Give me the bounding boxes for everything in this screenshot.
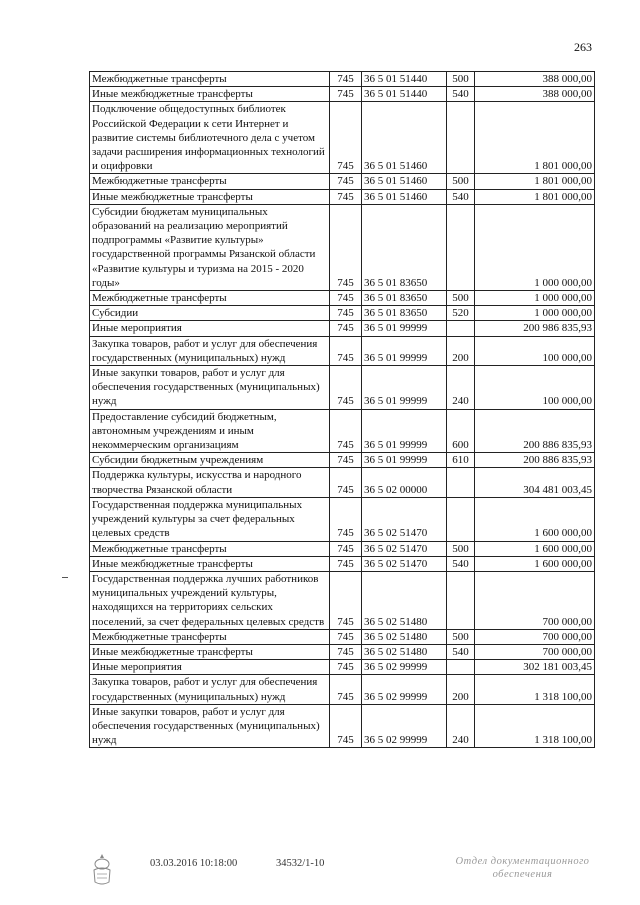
table-row bbox=[90, 453, 595, 468]
row-sum: 1 000 000,00 bbox=[475, 306, 595, 321]
row-name: Подключение общедоступных библиотек Российской Федерации к сети Интернет и развитие системы библиотечного дела с учетом задачи расширения информационных технологий и оцифровки bbox=[90, 102, 330, 174]
row-vr bbox=[447, 468, 475, 497]
row-vr: 500 bbox=[447, 174, 475, 189]
row-ved: 745 bbox=[330, 291, 362, 306]
row-sum: 700 000,00 bbox=[475, 571, 595, 629]
row-sum: 200 986 835,93 bbox=[475, 321, 595, 336]
row-sum: 1 600 000,00 bbox=[475, 541, 595, 556]
row-vr: 540 bbox=[447, 87, 475, 102]
row-csr: 36 5 02 00000 bbox=[362, 468, 447, 497]
row-ved: 745 bbox=[330, 87, 362, 102]
row-csr: 36 5 01 83650 bbox=[362, 204, 447, 290]
table-row bbox=[90, 336, 595, 365]
row-sum: 200 886 835,93 bbox=[475, 409, 595, 453]
table-row bbox=[90, 409, 595, 453]
row-sum: 388 000,00 bbox=[475, 72, 595, 87]
row-ved: 745 bbox=[330, 72, 362, 87]
row-csr: 36 5 01 51440 bbox=[362, 87, 447, 102]
table-row bbox=[90, 675, 595, 704]
row-vr: 610 bbox=[447, 453, 475, 468]
row-name: Иные закупки товаров, работ и услуг для обеспечения государственных (муниципальных) нужд bbox=[90, 366, 330, 410]
row-name: Межбюджетные трансферты bbox=[90, 174, 330, 189]
row-sum: 1 801 000,00 bbox=[475, 189, 595, 204]
row-sum: 1 801 000,00 bbox=[475, 174, 595, 189]
row-vr: 500 bbox=[447, 629, 475, 644]
row-vr bbox=[447, 204, 475, 290]
row-ved: 745 bbox=[330, 660, 362, 675]
row-sum: 302 181 003,45 bbox=[475, 660, 595, 675]
row-name: Межбюджетные трансферты bbox=[90, 629, 330, 644]
table-row bbox=[90, 571, 595, 629]
row-ved: 745 bbox=[330, 629, 362, 644]
row-csr: 36 5 01 83650 bbox=[362, 306, 447, 321]
row-name: Межбюджетные трансферты bbox=[90, 72, 330, 87]
table-row bbox=[90, 72, 595, 87]
row-vr: 200 bbox=[447, 336, 475, 365]
row-ved: 745 bbox=[330, 704, 362, 748]
stamp-line-2: обеспечения bbox=[492, 869, 553, 880]
table-row bbox=[90, 291, 595, 306]
row-ved: 745 bbox=[330, 453, 362, 468]
row-csr: 36 5 01 99999 bbox=[362, 366, 447, 410]
table-row bbox=[90, 204, 595, 290]
row-csr: 36 5 02 99999 bbox=[362, 675, 447, 704]
row-name: Иные межбюджетные трансферты bbox=[90, 87, 330, 102]
table-row bbox=[90, 541, 595, 556]
row-csr: 36 5 01 51460 bbox=[362, 174, 447, 189]
row-csr: 36 5 01 99999 bbox=[362, 321, 447, 336]
row-ved: 745 bbox=[330, 366, 362, 410]
department-stamp bbox=[440, 855, 605, 881]
row-vr bbox=[447, 571, 475, 629]
row-name: Поддержка культуры, искусства и народного творчества Рязанской области bbox=[90, 468, 330, 497]
page-number: 263 bbox=[574, 40, 592, 54]
row-csr: 36 5 02 51480 bbox=[362, 571, 447, 629]
row-csr: 36 5 01 99999 bbox=[362, 336, 447, 365]
row-name: Иные межбюджетные трансферты bbox=[90, 189, 330, 204]
row-csr: 36 5 02 51470 bbox=[362, 497, 447, 541]
table-row bbox=[90, 644, 595, 659]
row-sum: 1 000 000,00 bbox=[475, 204, 595, 290]
row-ved: 745 bbox=[330, 571, 362, 629]
row-csr: 36 5 02 51470 bbox=[362, 541, 447, 556]
table-row bbox=[90, 366, 595, 410]
row-vr: 240 bbox=[447, 366, 475, 410]
table-row bbox=[90, 704, 595, 748]
row-name: Субсидии бюджетным учреждениям bbox=[90, 453, 330, 468]
emblem-icon bbox=[89, 852, 115, 888]
row-sum: 100 000,00 bbox=[475, 366, 595, 410]
row-name: Субсидии bbox=[90, 306, 330, 321]
budget-table bbox=[89, 71, 595, 748]
row-name: Предоставление субсидий бюджетным, автономным учреждениям и иным некоммерческим организациям bbox=[90, 409, 330, 453]
row-name: Государственная поддержка лучших работников муниципальных учреждений культуры, находящихся на территориях сельских поселений, за счет федеральных целевых средств bbox=[90, 571, 330, 629]
row-sum: 1 318 100,00 bbox=[475, 704, 595, 748]
row-ved: 745 bbox=[330, 102, 362, 174]
row-sum: 1 801 000,00 bbox=[475, 102, 595, 174]
row-ved: 745 bbox=[330, 541, 362, 556]
row-name: Иные мероприятия bbox=[90, 660, 330, 675]
row-vr bbox=[447, 497, 475, 541]
row-sum: 100 000,00 bbox=[475, 336, 595, 365]
row-csr: 36 5 02 51480 bbox=[362, 629, 447, 644]
row-csr: 36 5 01 51460 bbox=[362, 189, 447, 204]
row-ved: 745 bbox=[330, 497, 362, 541]
row-ved: 745 bbox=[330, 321, 362, 336]
row-sum: 304 481 003,45 bbox=[475, 468, 595, 497]
row-ved: 745 bbox=[330, 189, 362, 204]
row-vr: 540 bbox=[447, 556, 475, 571]
row-ved: 745 bbox=[330, 336, 362, 365]
table-row bbox=[90, 660, 595, 675]
row-name: Субсидии бюджетам муниципальных образований на реализацию мероприятий подпрограммы «Развитие культуры» государственной программы Рязанской области «Развитие культуры и туризма на 2015 - 2020 годы» bbox=[90, 204, 330, 290]
row-sum: 388 000,00 bbox=[475, 87, 595, 102]
row-ved: 745 bbox=[330, 644, 362, 659]
row-sum: 700 000,00 bbox=[475, 644, 595, 659]
row-ved: 745 bbox=[330, 174, 362, 189]
row-name: Межбюджетные трансферты bbox=[90, 541, 330, 556]
row-name: Межбюджетные трансферты bbox=[90, 291, 330, 306]
row-sum: 1 318 100,00 bbox=[475, 675, 595, 704]
row-vr: 500 bbox=[447, 291, 475, 306]
row-vr: 600 bbox=[447, 409, 475, 453]
row-ved: 745 bbox=[330, 468, 362, 497]
row-sum: 700 000,00 bbox=[475, 629, 595, 644]
row-name: Иные закупки товаров, работ и услуг для обеспечения государственных (муниципальных) нужд bbox=[90, 704, 330, 748]
row-csr: 36 5 01 99999 bbox=[362, 409, 447, 453]
row-name: Закупка товаров, работ и услуг для обеспечения государственных (муниципальных) нужд bbox=[90, 336, 330, 365]
budget-table-body bbox=[90, 72, 595, 748]
table-row bbox=[90, 174, 595, 189]
footer-date: 03.03.2016 10:18:00 bbox=[150, 858, 238, 869]
margin-mark bbox=[62, 577, 68, 578]
footer-doc-number: 34532/1-10 bbox=[276, 858, 325, 869]
row-name: Государственная поддержка муниципальных учреждений культуры за счет федеральных целевых средств bbox=[90, 497, 330, 541]
row-vr: 500 bbox=[447, 72, 475, 87]
row-vr: 540 bbox=[447, 189, 475, 204]
row-sum: 200 886 835,93 bbox=[475, 453, 595, 468]
row-vr: 520 bbox=[447, 306, 475, 321]
row-ved: 745 bbox=[330, 306, 362, 321]
table-row bbox=[90, 468, 595, 497]
table-row bbox=[90, 629, 595, 644]
row-vr: 240 bbox=[447, 704, 475, 748]
table-row bbox=[90, 556, 595, 571]
row-sum: 1 000 000,00 bbox=[475, 291, 595, 306]
row-vr bbox=[447, 660, 475, 675]
row-ved: 745 bbox=[330, 204, 362, 290]
row-csr: 36 5 02 99999 bbox=[362, 704, 447, 748]
stamp-line-1: Отдел документационного bbox=[455, 856, 590, 867]
row-sum: 1 600 000,00 bbox=[475, 497, 595, 541]
row-vr bbox=[447, 102, 475, 174]
row-ved: 745 bbox=[330, 409, 362, 453]
row-ved: 745 bbox=[330, 675, 362, 704]
row-csr: 36 5 01 51440 bbox=[362, 72, 447, 87]
table-row bbox=[90, 497, 595, 541]
row-vr bbox=[447, 321, 475, 336]
table-row bbox=[90, 189, 595, 204]
table-row bbox=[90, 306, 595, 321]
row-csr: 36 5 02 51470 bbox=[362, 556, 447, 571]
row-csr: 36 5 01 99999 bbox=[362, 453, 447, 468]
row-vr: 200 bbox=[447, 675, 475, 704]
row-name: Иные межбюджетные трансферты bbox=[90, 644, 330, 659]
table-row bbox=[90, 102, 595, 174]
row-sum: 1 600 000,00 bbox=[475, 556, 595, 571]
row-vr: 500 bbox=[447, 541, 475, 556]
row-name: Закупка товаров, работ и услуг для обеспечения государственных (муниципальных) нужд bbox=[90, 675, 330, 704]
row-csr: 36 5 01 83650 bbox=[362, 291, 447, 306]
row-csr: 36 5 01 51460 bbox=[362, 102, 447, 174]
table-row bbox=[90, 321, 595, 336]
row-name: Иные межбюджетные трансферты bbox=[90, 556, 330, 571]
row-name: Иные мероприятия bbox=[90, 321, 330, 336]
table-row bbox=[90, 87, 595, 102]
row-ved: 745 bbox=[330, 556, 362, 571]
row-csr: 36 5 02 51480 bbox=[362, 644, 447, 659]
row-csr: 36 5 02 99999 bbox=[362, 660, 447, 675]
row-vr: 540 bbox=[447, 644, 475, 659]
